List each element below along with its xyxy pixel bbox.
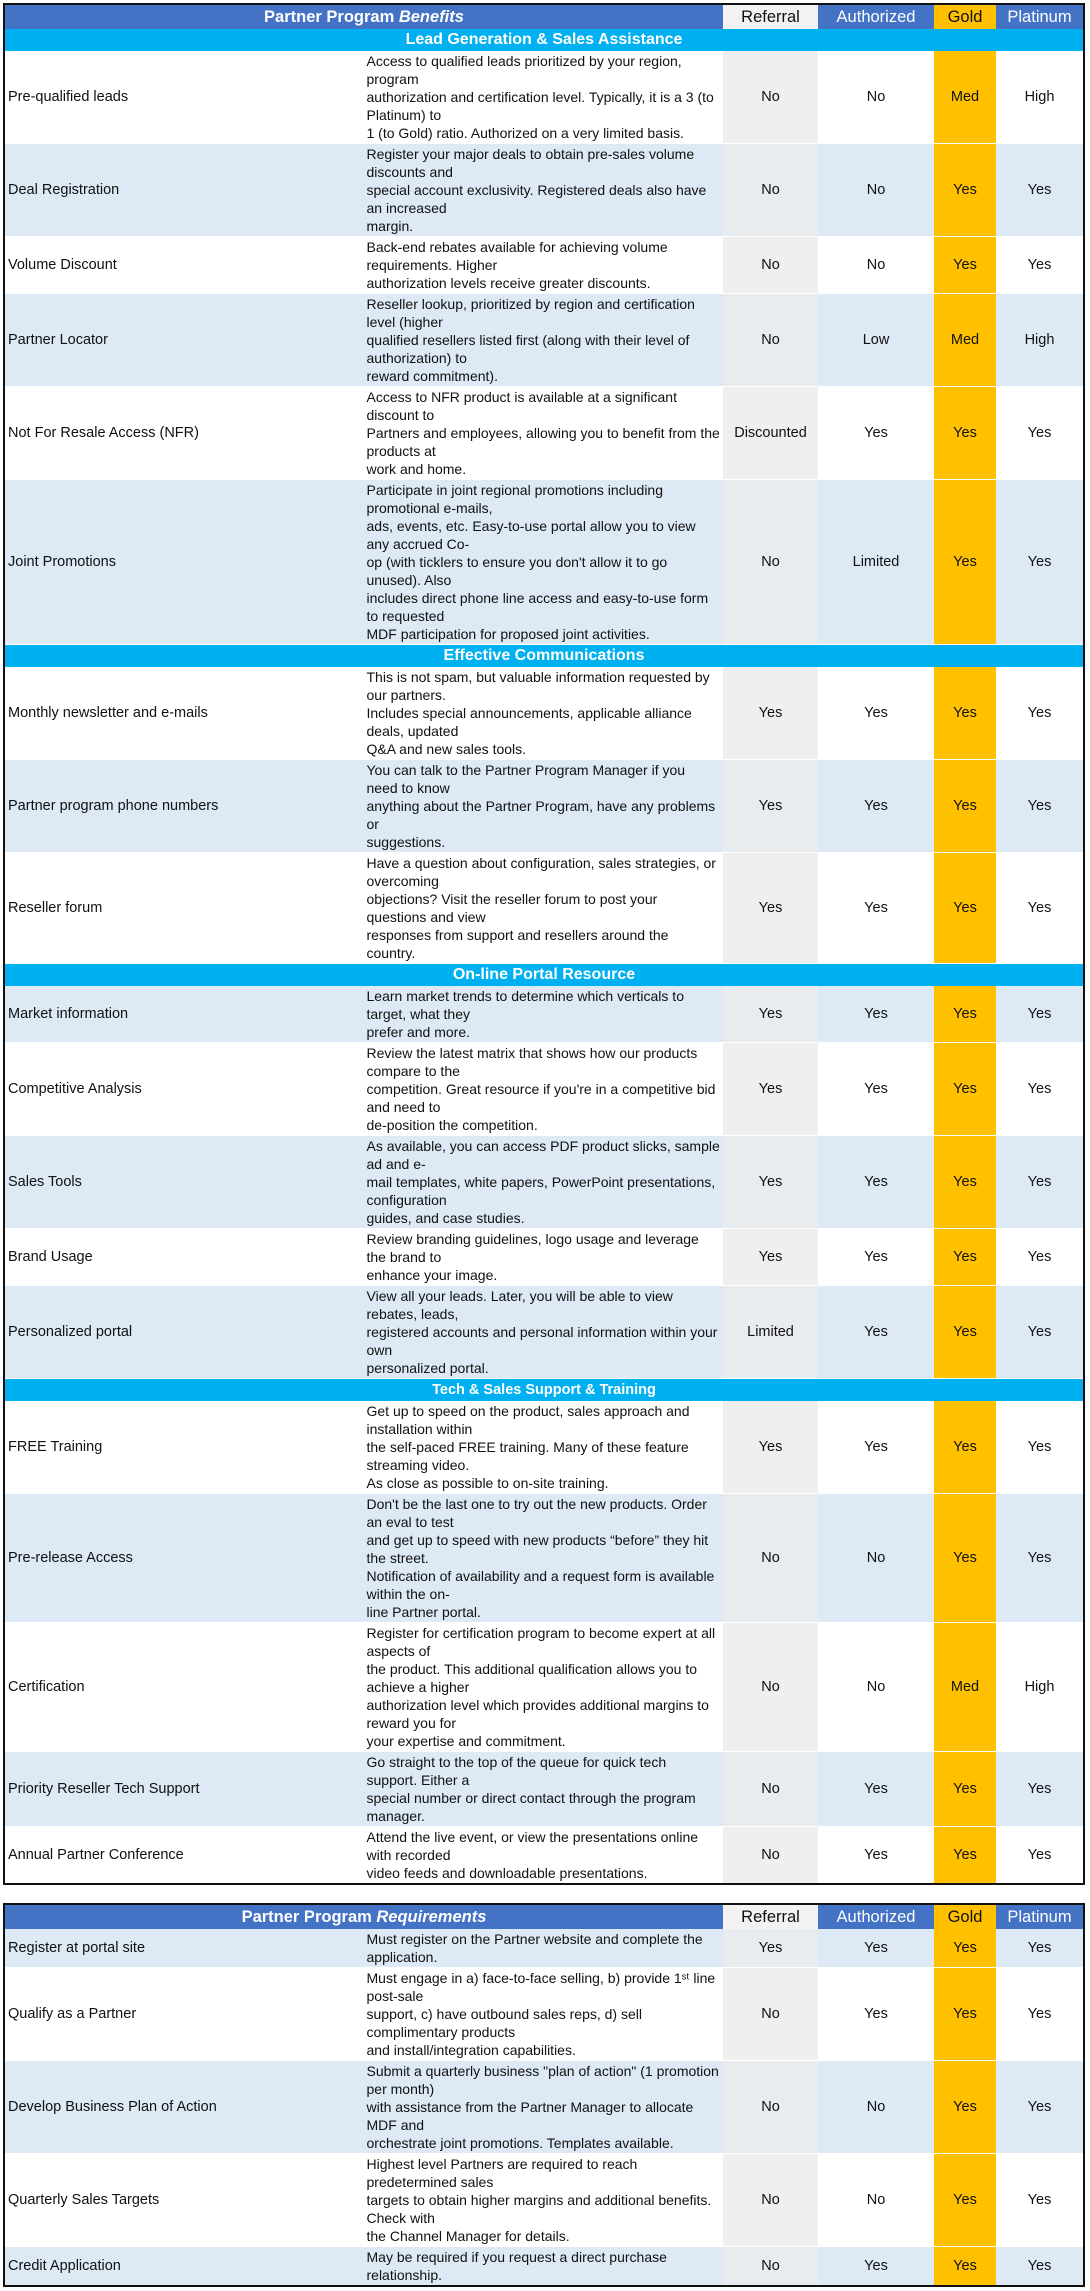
row-label: Register at portal site [4,1929,364,1968]
row-description: You can talk to the Partner Program Manager if you need to know anything about the Partner Program, have any problems or suggestions. [364,760,724,853]
row-description: Go straight to the top of the queue for quick tech support. Either a special number or direct contact through the program manager. [364,1752,724,1827]
row-label: Qualify as a Partner [4,1968,364,2061]
value-referral: Yes [723,1929,818,1968]
value-referral: Yes [723,853,818,964]
header-row [4,1904,1084,1929]
value-referral: No [723,2154,818,2247]
section-title: On-line Portal Resource [4,964,1084,987]
table-row [4,51,1084,144]
row-description: Highest level Partners are required to reach predetermined sales targets to obtain higher margins and additional benefits. Check with the Channel Manager for details. [364,2154,724,2247]
row-description: Review branding guidelines, logo usage and leverage the brand to enhance your image. [364,1229,724,1286]
value-authorized: Yes [818,1136,934,1229]
value-authorized: Yes [818,387,934,480]
row-description: Don't be the last one to try out the new products. Order an eval to test and get up to speed with new products “before” they hit the street. Notification of availability and a request form is available within the on- line Partner portal. [364,1494,724,1623]
column-header-referral: Referral [723,1904,818,1929]
value-referral: Yes [723,1229,818,1286]
value-authorized: Yes [818,760,934,853]
value-gold: Med [934,294,996,387]
requirements-table [3,1903,1085,2287]
table-row [4,1827,1084,1885]
section-title: Lead Generation & Sales Assistance [4,29,1084,51]
row-description: Learn market trends to determine which verticals to target, what they prefer and more. [364,986,724,1043]
value-gold: Yes [934,2154,996,2247]
row-label: Brand Usage [4,1229,364,1286]
value-referral: No [723,1494,818,1623]
header-row [4,4,1084,29]
table-title [4,1904,723,1929]
value-gold: Yes [934,1136,996,1229]
value-gold: Yes [934,144,996,237]
row-description: Review the latest matrix that shows how our products compare to the competition. Great resource if you're in a competitive bid and need to de-position the competition. [364,1043,724,1136]
row-label: Partner program phone numbers [4,760,364,853]
value-authorized: Yes [818,1929,934,1968]
value-platinum: Yes [996,1401,1084,1494]
value-referral: Discounted [723,387,818,480]
value-authorized: Yes [818,1968,934,2061]
value-authorized: No [818,237,934,294]
value-referral: Yes [723,760,818,853]
value-platinum: Yes [996,1043,1084,1136]
table-row [4,1043,1084,1136]
value-referral: Yes [723,667,818,760]
value-referral: Yes [723,1043,818,1136]
value-platinum: Yes [996,2247,1084,2287]
value-platinum: Yes [996,667,1084,760]
row-label: Competitive Analysis [4,1043,364,1136]
value-platinum: Yes [996,1494,1084,1623]
row-label: Credit Application [4,2247,364,2287]
row-description: Register for certification program to become expert at all aspects of the product. This additional qualification allows you to achieve a higher authorization level which provides additional margins to reward you for your expertise and commitment. [364,1623,724,1752]
value-authorized: No [818,1494,934,1623]
table-row [4,387,1084,480]
value-referral: No [723,237,818,294]
value-platinum: Yes [996,853,1084,964]
value-referral: No [723,1968,818,2061]
value-referral: No [723,51,818,144]
value-gold: Yes [934,1929,996,1968]
value-authorized: No [818,51,934,144]
value-authorized: Low [818,294,934,387]
table-row [4,144,1084,237]
row-label: Reseller forum [4,853,364,964]
row-label: Develop Business Plan of Action [4,2061,364,2154]
row-description: This is not spam, but valuable information requested by our partners. Includes special announcements, applicable alliance deals, updated Q&A and new sales tools. [364,667,724,760]
title-emphasis: Benefits [398,8,464,26]
value-platinum: Yes [996,480,1084,645]
value-authorized: No [818,1623,934,1752]
value-referral: Yes [723,986,818,1043]
value-platinum: Yes [996,2061,1084,2154]
row-description: Back-end rebates available for achieving volume requirements. Higher authorization levels receive greater discounts. [364,237,724,294]
table-row [4,480,1084,645]
row-label: Joint Promotions [4,480,364,645]
row-description: As available, you can access PDF product slicks, sample ad and e- mail templates, white papers, PowerPoint presentations, configuration guides, and case studies. [364,1136,724,1229]
title-prefix: Partner Program [264,8,399,26]
table-row [4,1136,1084,1229]
table-row [4,853,1084,964]
row-label: Quarterly Sales Targets [4,2154,364,2247]
benefits-table [3,3,1085,1885]
value-platinum: High [996,51,1084,144]
value-platinum: Yes [996,1752,1084,1827]
table-row [4,1286,1084,1379]
table-row [4,1494,1084,1623]
value-authorized: Yes [818,1229,934,1286]
value-gold: Yes [934,1827,996,1885]
value-platinum: Yes [996,387,1084,480]
value-platinum: Yes [996,1968,1084,2061]
value-authorized: Yes [818,1043,934,1136]
row-description: View all your leads. Later, you will be able to view rebates, leads, registered accounts and personal information within your own personalized portal. [364,1286,724,1379]
value-authorized: Yes [818,986,934,1043]
value-gold: Yes [934,1229,996,1286]
value-referral: No [723,2247,818,2287]
value-gold: Yes [934,667,996,760]
row-label: Market information [4,986,364,1043]
row-label: Pre-release Access [4,1494,364,1623]
section-header [4,29,1084,51]
value-authorized: Yes [818,667,934,760]
value-platinum: High [996,294,1084,387]
value-referral: Limited [723,1286,818,1379]
value-authorized: Yes [818,1752,934,1827]
value-authorized: Yes [818,1286,934,1379]
value-gold: Med [934,1623,996,1752]
column-header-platinum: Platinum [996,1904,1084,1929]
value-referral: No [723,1827,818,1885]
value-referral: Yes [723,1136,818,1229]
value-referral: No [723,2061,818,2154]
row-description: Participate in joint regional promotions including promotional e-mails, ads, events, etc. Easy-to-use portal allow you to view any accrued Co- op (with ticklers to ensure you don't allow it to go unused). Also includes direct phone line access and easy-to-use form to requested MDF participation for proposed joint activities. [364,480,724,645]
table-row [4,2061,1084,2154]
value-referral: No [723,1623,818,1752]
value-platinum: High [996,1623,1084,1752]
table-row [4,760,1084,853]
row-description: Attend the live event, or view the presentations online with recorded video feeds and downloadable presentations. [364,1827,724,1885]
column-header-authorized: Authorized [818,1904,934,1929]
table-row [4,1229,1084,1286]
row-label: FREE Training [4,1401,364,1494]
row-label: Pre-qualified leads [4,51,364,144]
value-gold: Yes [934,986,996,1043]
value-gold: Med [934,51,996,144]
row-label: Volume Discount [4,237,364,294]
section-header [4,964,1084,987]
value-gold: Yes [934,1286,996,1379]
row-description: Must engage in a) face-to-face selling, b) provide 1ˢᵗ line post-sale support, c) have outbound sales reps, d) sell complimentary products and install/integration capabilities. [364,1968,724,2061]
value-gold: Yes [934,387,996,480]
value-platinum: Yes [996,986,1084,1043]
table-row [4,1929,1084,1968]
value-authorized: Yes [818,1401,934,1494]
value-referral: No [723,144,818,237]
row-description: Have a question about configuration, sales strategies, or overcoming objections? Visit the reseller forum to post your questions and view responses from support and resellers around the country. [364,853,724,964]
value-platinum: Yes [996,237,1084,294]
row-description: Must register on the Partner website and complete the application. [364,1929,724,1968]
value-gold: Yes [934,1494,996,1623]
table-row [4,986,1084,1043]
value-platinum: Yes [996,2154,1084,2247]
value-platinum: Yes [996,1136,1084,1229]
value-referral: No [723,1752,818,1827]
table-title [4,4,723,29]
table-row [4,1752,1084,1827]
row-description: May be required if you request a direct purchase relationship. [364,2247,724,2287]
value-referral: No [723,294,818,387]
value-platinum: Yes [996,760,1084,853]
row-description: Access to qualified leads prioritized by your region, program authorization and certification level. Typically, it is a 3 (to Platinum) to 1 (to Gold) ratio. Authorized on a very limited basis. [364,51,724,144]
value-platinum: Yes [996,1929,1084,1968]
row-label: Certification [4,1623,364,1752]
value-referral: No [723,480,818,645]
value-platinum: Yes [996,1827,1084,1885]
value-authorized: No [818,2154,934,2247]
row-label: Priority Reseller Tech Support [4,1752,364,1827]
table-row [4,2247,1084,2287]
row-label: Monthly newsletter and e-mails [4,667,364,760]
row-description: Submit a quarterly business "plan of action" (1 promotion per month) with assistance from the Partner Manager to allocate MDF and orchestrate joint promotions. Templates available. [364,2061,724,2154]
column-header-platinum: Platinum [996,4,1084,29]
value-gold: Yes [934,2247,996,2287]
value-authorized: No [818,144,934,237]
row-label: Deal Registration [4,144,364,237]
column-header-referral: Referral [723,4,818,29]
value-platinum: Yes [996,1229,1084,1286]
section-title: Effective Communications [4,645,1084,668]
table-row [4,1623,1084,1752]
value-authorized: Yes [818,853,934,964]
table-row [4,1401,1084,1494]
row-description: Get up to speed on the product, sales approach and installation within the self-paced FREE training. Many of these feature streaming video. As close as possible to on-site training. [364,1401,724,1494]
value-gold: Yes [934,853,996,964]
row-label: Partner Locator [4,294,364,387]
value-referral: Yes [723,1401,818,1494]
title-emphasis: Requirements [376,1908,487,1926]
section-title: Tech & Sales Support & Training [4,1379,1084,1402]
section-header [4,1379,1084,1402]
column-header-gold: Gold [934,1904,996,1929]
value-gold: Yes [934,1968,996,2061]
value-authorized: Yes [818,2247,934,2287]
value-authorized: Limited [818,480,934,645]
column-header-authorized: Authorized [818,4,934,29]
row-description: Access to NFR product is available at a significant discount to Partners and employees, allowing you to benefit from the products at work and home. [364,387,724,480]
table-row [4,294,1084,387]
row-label: Personalized portal [4,1286,364,1379]
column-header-gold: Gold [934,4,996,29]
section-header [4,645,1084,668]
value-gold: Yes [934,1401,996,1494]
row-label: Not For Resale Access (NFR) [4,387,364,480]
table-row [4,2154,1084,2247]
value-gold: Yes [934,237,996,294]
value-gold: Yes [934,1043,996,1136]
table-row [4,1968,1084,2061]
table-row [4,237,1084,294]
row-label: Annual Partner Conference [4,1827,364,1885]
value-gold: Yes [934,2061,996,2154]
value-authorized: No [818,2061,934,2154]
value-gold: Yes [934,480,996,645]
value-platinum: Yes [996,144,1084,237]
value-platinum: Yes [996,1286,1084,1379]
table-row [4,667,1084,760]
row-description: Reseller lookup, prioritized by region and certification level (higher qualified resellers listed first (along with their level of authorization) to reward commitment). [364,294,724,387]
row-description: Register your major deals to obtain pre-sales volume discounts and special account exclusivity. Registered deals also have an increased margin. [364,144,724,237]
value-gold: Yes [934,1752,996,1827]
title-prefix: Partner Program [241,1908,377,1926]
row-label: Sales Tools [4,1136,364,1229]
value-authorized: Yes [818,1827,934,1885]
value-gold: Yes [934,760,996,853]
